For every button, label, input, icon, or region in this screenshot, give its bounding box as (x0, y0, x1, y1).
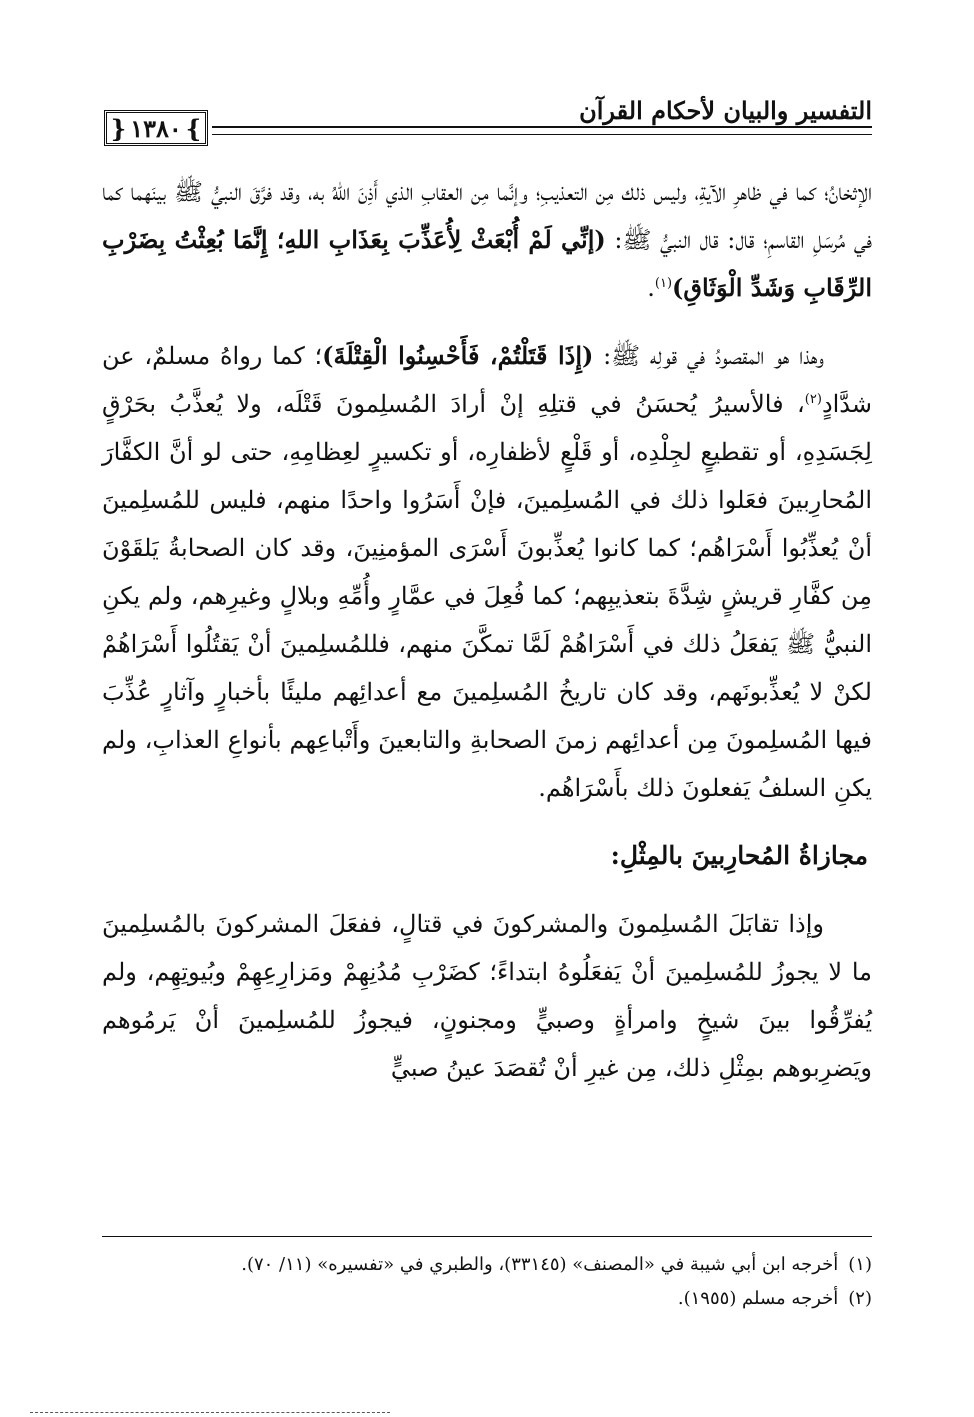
paragraph-gap (102, 312, 872, 332)
footnote-ref-1[interactable]: (١) (654, 276, 673, 291)
footnotes (102, 1248, 872, 1316)
paragraph-1-text-b: . (647, 274, 655, 302)
paragraph-1 (102, 168, 872, 312)
hadith-quote-2: (إِذَا قَتَلْتُمْ، فَأَحْسِنُوا الْقِتْلَةَ) (322, 341, 594, 370)
footnote-1-text: أخرجه ابن أبي شيبة في «المصنف» (٣٣١٤٥)، والطبري في «تفسيره» (١١/ ٧٠). (241, 1254, 839, 1275)
footnote-ref-2[interactable]: (٢) (804, 392, 822, 407)
footnote-1-number: (١) (848, 1254, 872, 1275)
footnote-1 (102, 1248, 872, 1282)
section-heading: مجازاةُ المُحارِبينَ بالمِثْلِ: (610, 841, 868, 870)
page-number-bracket-right: } (185, 113, 202, 143)
footnote-2 (102, 1282, 872, 1316)
main-text (102, 168, 872, 1092)
page-header (102, 96, 872, 160)
paragraph-3 (102, 900, 872, 1092)
paragraph-2-text-b: ؛ كما رواهُ مسلمٌ، عن شدَّادٍ (102, 342, 872, 418)
scan-edge-marks (30, 1412, 390, 1413)
paragraph-2 (102, 332, 872, 812)
footnote-2-text: أخرجه مسلم (١٩٥٥). (677, 1288, 839, 1309)
page-number: ١٣٨٠ (130, 113, 182, 143)
paragraph-gap (102, 812, 872, 832)
header-rule (212, 126, 872, 135)
paragraph-3-text: وإذا تقابَلَ المُسلِمونَ والمشركونَ في قتالٍ، ففعَلَ المشركونَ بالمُسلِمينَ ما لا يجوزُ للمُسلِمينَ أنْ يَفعَلُوهُ ابتداءً؛ كضَرْبِ مُدُنِهِمْ ومَزارِعِهِمْ وبُيوتِهِم، ولم يُفرِّقُوا بينَ شيخٍ وامرأةٍ وصبيٍّ ومجنونٍ، فيجوزُ للمُسلِمينَ أنْ يَرمُوهم ويَضرِبوهم بمِثْلِ ذلك، مِن غيرِ أنْ تُقصَدَ عينُ صبيٍّ (102, 910, 872, 1082)
hadith-quote-1: (إنِّي لَمْ أُبْعَثْ لِأُعَذِّبَ بِعَذَابِ اللهِ؛ إِنَّمَا بُعِثْتُ بِضَرْبِ الرِّقَابِ وَشَدِّ الْوَثَاقِ) (102, 225, 872, 302)
paragraph-2-text-c: ، فالأسيرُ يُحسَنُ في قتلِهِ إنْ أرادَ المُسلِمونَ قَتْلَه، ولا يُعذَّبُ بحَرْقٍ لِجَسَدِهِ، أو تقطيعٍ لجِلْدِه، أو قَلْعٍ لأظفارِه، أو تكسيرٍ لعِظامِهِ، حتى لو أنَّ الكفَّارَ المُحارِبينَ فعَلوا ذلك في المُسلِمينَ، فإنْ أَسَرُوا واحدًا منهم، فليس للمُسلِمينَ أنْ يُعذِّبُوا أَسْرَاهُم؛ كما كانوا يُعذِّبونَ أَسْرَى المؤمنِينَ، وقد كان الصحابةُ يَلقَوْنَ مِن كفَّارِ قريشٍ شِدَّةَ بتعذيبِهم؛ كما فُعِلَ في عمَّارٍ وأُمِّهِ وبلالٍ وغيرِهم، ولم يكنِ النبيُّ ﷺ يَفعَلُ ذلك في أَسْرَاهُمْ لَمَّا تمكَّنَ منهم، فللمُسلِمينَ أنْ يَقتُلُوا أَسْرَاهُمْ لكنْ لا يُعذِّبونَهم، وقد كان تاريخُ المُسلِمينَ مع أعدائِهم مليئًا بأخبارٍ وآثارٍ عُذِّبَ فيها المُسلِمونَ مِن أعدائِهم زمنَ الصحابةِ والتابعينَ وأَتْباعِهم بأنواعِ العذابِ، ولم يكنِ السلفُ يَفعلونَ ذلك بأَسْرَاهُم. (102, 390, 872, 802)
footnote-divider (102, 1236, 872, 1237)
book-title: التفسير والبيان لأحكام القرآن (579, 96, 872, 125)
page-number-bracket-left: { (110, 113, 127, 143)
paragraph-1-text-a: الإثخانُ؛ كما في ظاهرِ الآيةِ، وليس ذلك مِن التعذيبِ؛ وإنَّما مِن العقابِ الذي أَذِنَ اللهُ به، وقد فرَّقَ النبيُّ ﷺ بينَهما كما في مُرسَلِ القاسمِ؛ قال: قال النبيُّ ﷺ: (102, 178, 873, 254)
page-number-box (104, 110, 208, 146)
paragraph-gap (102, 880, 872, 900)
footnote-2-number: (٢) (848, 1288, 872, 1309)
paragraph-2-text-a: وهذا هو المقصودُ في قولِه ﷺ: (593, 342, 825, 370)
